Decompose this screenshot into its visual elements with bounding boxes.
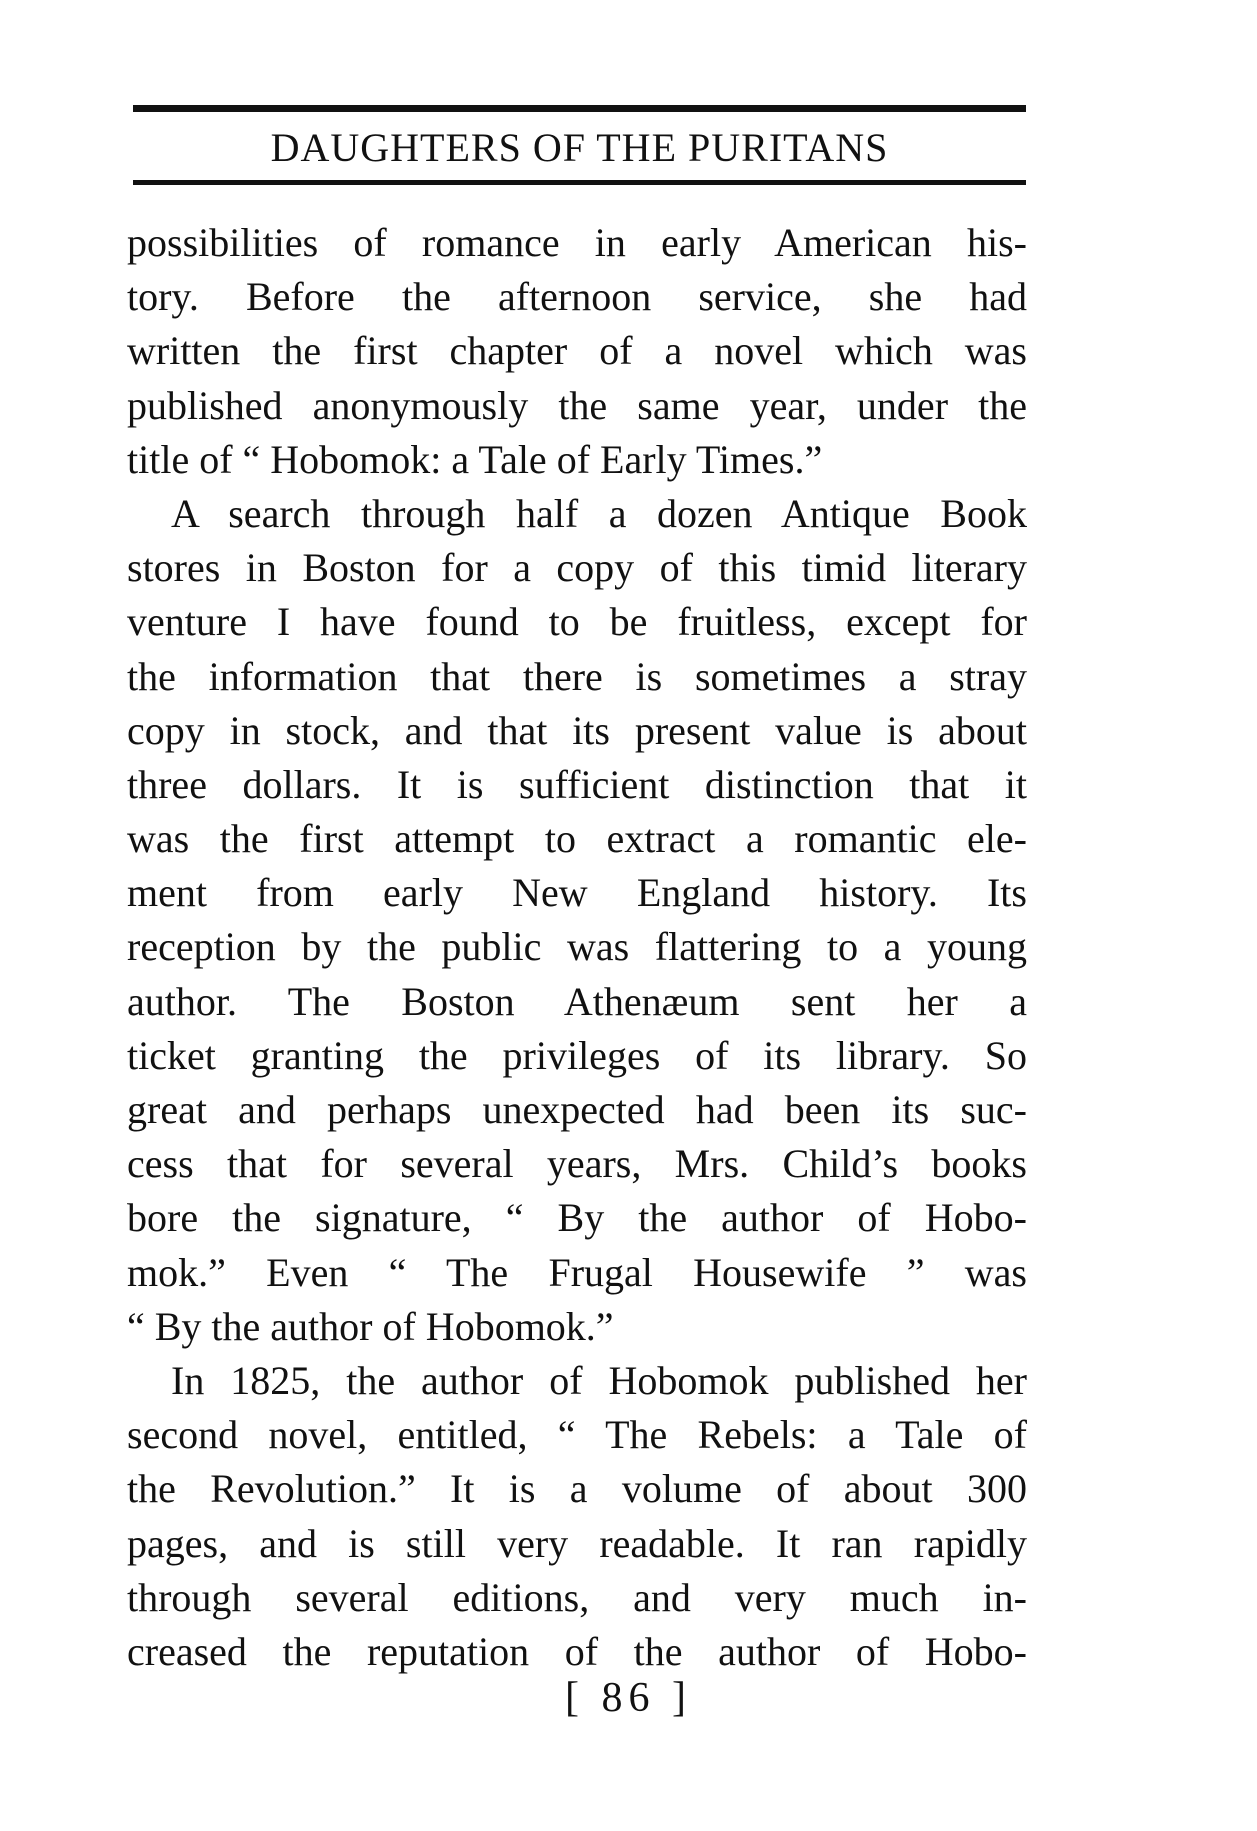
text-line: A search through half a dozen Antique Book xyxy=(171,490,1027,536)
header-rule-bottom xyxy=(133,180,1026,185)
text-line: ticket granting the privileges of its library. So xyxy=(127,1032,1027,1078)
text-line: title of “ Hobomok: a Tale of Early Times.” xyxy=(127,436,823,482)
text-line: In 1825, the author of Hobomok published her xyxy=(171,1357,1027,1403)
text-line: great and perhaps unexpected had been its suc- xyxy=(127,1087,1027,1132)
header-rule-top xyxy=(133,105,1026,112)
text-line: published anonymously the same year, under the xyxy=(127,382,1027,428)
text-line: three dollars. It is sufficient distinction that it xyxy=(127,761,1027,807)
text-line: mok.” Even “ The Frugal Housewife ” was xyxy=(127,1249,1027,1295)
text-line: tory. Before the afternoon service, she had xyxy=(127,274,1027,320)
text-line: author. The Boston Athenæum sent her a xyxy=(127,978,1027,1024)
text-line: second novel, entitled, “ The Rebels: a Tale of xyxy=(127,1412,1027,1458)
text-line: possibilities of romance in early American his- xyxy=(127,220,1027,265)
text-line: cess that for several years, Mrs. Child’s books xyxy=(127,1141,1027,1187)
text-line: stores in Boston for a copy of this timid literary xyxy=(127,545,1027,591)
text-line: the information that there is sometimes a stray xyxy=(127,653,1027,699)
text-line: ment from early New England history. Its xyxy=(127,870,1027,916)
text-line: “ By the author of Hobomok.” xyxy=(127,1303,614,1349)
text-line: copy in stock, and that its present value is about xyxy=(127,707,1027,753)
text-line: reception by the public was flattering to a young xyxy=(127,924,1027,970)
running-head: DAUGHTERS OF THE PURITANS xyxy=(270,125,889,170)
text-line: was the first attempt to extract a romantic ele- xyxy=(127,816,1027,862)
text-line: creased the reputation of the author of Hobo- xyxy=(127,1628,1027,1674)
text-line: venture I have found to be fruitless, except for xyxy=(127,599,1027,645)
text-line: through several editions, and very much in- xyxy=(127,1574,1027,1620)
text-line: pages, and is still very readable. It ran rapidly xyxy=(127,1520,1027,1566)
text-line: bore the signature, “ By the author of Hobo- xyxy=(127,1195,1027,1241)
text-line: written the first chapter of a novel which was xyxy=(127,328,1027,374)
text-line: the Revolution.” It is a volume of about 300 xyxy=(127,1466,1027,1512)
body-text xyxy=(127,216,1027,1679)
page-number: [ 86 ] xyxy=(565,1675,692,1721)
